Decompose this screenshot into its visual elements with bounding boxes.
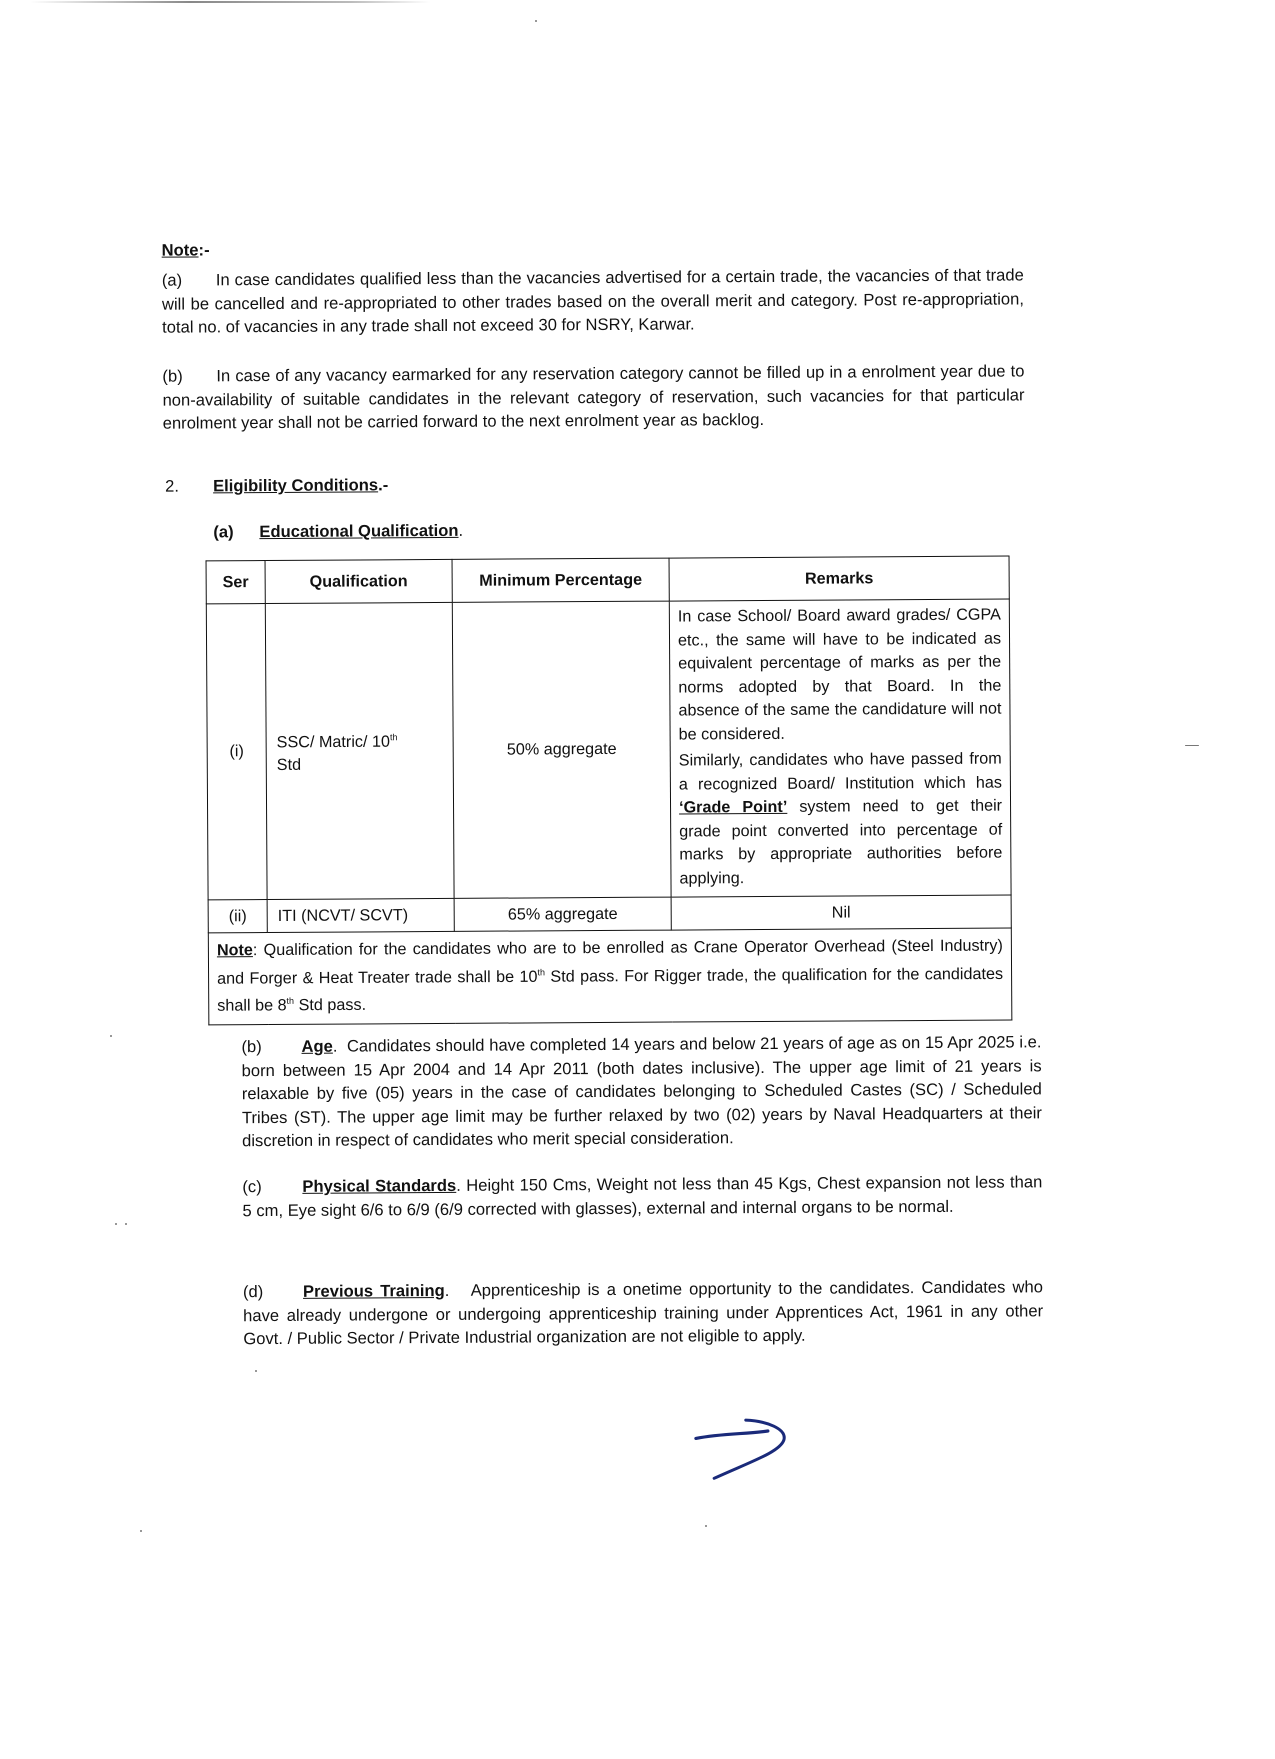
note-item-text: In case of any vacancy earmarked for any reservation category cannot be filled up in a enrolment year due to non-availability of suitable candidates in the relevant category of reservation, such vacancies for that particular enrolment year shall not be carried forward to the next enrolment year as backlog. xyxy=(162,361,1025,433)
paragraph-label: (b) xyxy=(241,1037,262,1057)
paragraph-physical-standards xyxy=(242,1170,1042,1222)
cell-ser: (ii) xyxy=(208,900,267,933)
qualification-text: SSC/ Matric/ 10 xyxy=(276,732,391,752)
paragraph-title: Physical Standards xyxy=(302,1175,457,1196)
scan-speck xyxy=(255,1370,257,1372)
note-item-a xyxy=(162,263,1024,339)
note-heading xyxy=(162,240,210,260)
cell-remarks: Nil xyxy=(671,895,1011,930)
paragraph-age xyxy=(241,1030,1042,1152)
scan-speck xyxy=(705,1525,707,1527)
remarks-text: system need to get their grade point converted into percentage of marks by appropriate authorities before applying. xyxy=(679,796,1003,888)
scan-speck xyxy=(125,1223,127,1225)
remarks-paragraph-2 xyxy=(679,748,1003,891)
column-header-qualification: Qualification xyxy=(265,559,452,603)
note-item-b xyxy=(162,359,1024,435)
cell-minimum-percentage: 65% aggregate xyxy=(454,897,671,931)
paragraph-text: Height 150 Cms, Weight not less than 45 Kgs, Chest expansion not less than 5 cm, Eye sight 6/6 to 6/9 (6/9 corrected with glasses), external and internal organs to be normal. xyxy=(242,1172,1043,1220)
table-note-label: Note xyxy=(216,941,253,960)
signature-mark xyxy=(692,1414,802,1485)
paragraph-title-suffix: . xyxy=(456,1175,461,1195)
scan-speck xyxy=(110,1035,112,1037)
scan-speck xyxy=(1185,745,1199,746)
column-header-remarks: Remarks xyxy=(669,556,1009,601)
paragraph-title-suffix: . xyxy=(444,1280,450,1300)
ordinal-suffix: th xyxy=(537,966,546,977)
ordinal-suffix: th xyxy=(389,732,398,743)
note-item-label: (b) xyxy=(162,366,183,386)
subsection-heading-educational xyxy=(213,521,463,543)
table-note-row xyxy=(208,928,1012,1025)
paragraph-text: Candidates should have completed 14 years and below 21 years of age as on 15 Apr 2025 i.e. born between 15 Apr 2004 and 14 Apr 2011 (both dates inclusive). The upper age limit of 21 years is relaxable by five (05) years in the case of candidates belonging to Scheduled Castes (SC) / Scheduled Tribes (ST). The upper age limit may be further relaxed by two (02) years by Naval Headquarters at their discretion in respect of candidates who merit special consideration. xyxy=(241,1032,1042,1151)
paragraph-label: (d) xyxy=(242,1282,264,1302)
subsection-label: (a) xyxy=(213,522,234,542)
cell-ser: (i) xyxy=(206,604,267,900)
subsection-title-suffix: . xyxy=(458,520,464,540)
paragraph-label: (c) xyxy=(242,1177,262,1197)
paragraph-title: Previous Training xyxy=(302,1280,445,1301)
table-note-text: : Qualification for the candidates who are to be enrolled as Crane Operator Overhead (Steel Industry) and Forger & Heat Treater trade shall be 10 xyxy=(217,936,1003,988)
section-number: 2. xyxy=(165,476,179,496)
cell-qualification: ITI (NCVT/ SCVT) xyxy=(267,898,454,932)
remarks-paragraph-1: In case School/ Board award grades/ CGPA etc., the same will have to be indicated as equivalent percentage of marks as per the norms adopted by that Board. In the absence of the same the candidature will not be considered. xyxy=(677,605,1002,744)
table-row xyxy=(208,895,1011,933)
ordinal-suffix: th xyxy=(286,996,295,1007)
table-row xyxy=(206,599,1011,900)
section-heading-eligibility xyxy=(165,475,388,496)
scan-speck xyxy=(535,20,537,22)
column-header-ser: Ser xyxy=(206,561,265,604)
cell-minimum-percentage: 50% aggregate xyxy=(452,601,671,898)
scan-speck xyxy=(115,1223,117,1225)
qualification-text-line2: Std xyxy=(276,755,302,774)
note-item-text: In case candidates qualified less than the vacancies advertised for a certain trade, the vacancies of that trade will be cancelled and re-appropriated to other trades based on the overall merit and category. Post re-appropriation, total no. of vacancies in any trade shall not exceed 30 for NSRY, Karwar. xyxy=(161,265,1025,337)
table-header-row xyxy=(206,556,1009,604)
column-header-minimum-percentage: Minimum Percentage xyxy=(452,558,669,602)
subsection-title: Educational Qualification xyxy=(259,520,459,542)
grade-point-emphasis: ‘Grade Point’ xyxy=(678,797,788,817)
qualification-table xyxy=(206,555,1013,1025)
cell-remarks xyxy=(669,599,1011,897)
note-heading-label: Note xyxy=(161,240,199,260)
table-note-cell xyxy=(208,928,1012,1025)
remarks-text: Similarly, candidates who have passed from a recognized Board/ Institution which has xyxy=(678,749,1002,794)
paragraph-text: Apprenticeship is a onetime opportunity to the candidates. Candidates who have already undergone or undergoing apprenticeship training under Apprentices Act, 1961 in any other Govt. / Public Sector / Private Industrial organization are not eligible to apply. xyxy=(243,1277,1044,1349)
table-note-text: Std pass. xyxy=(294,996,367,1015)
paragraph-previous-training xyxy=(243,1275,1043,1350)
note-item-label: (a) xyxy=(161,270,183,290)
table-note-text: Std pass. For Rigger trade, the qualification for the candidates shall be 8 xyxy=(217,964,1004,1016)
scan-speck xyxy=(140,1530,142,1532)
note-heading-suffix: :- xyxy=(198,240,210,260)
section-title-suffix: .- xyxy=(378,475,389,495)
section-title: Eligibility Conditions xyxy=(213,475,379,496)
cell-qualification xyxy=(265,602,454,899)
paragraph-title-suffix: . xyxy=(332,1036,338,1056)
paragraph-title: Age xyxy=(301,1036,333,1056)
